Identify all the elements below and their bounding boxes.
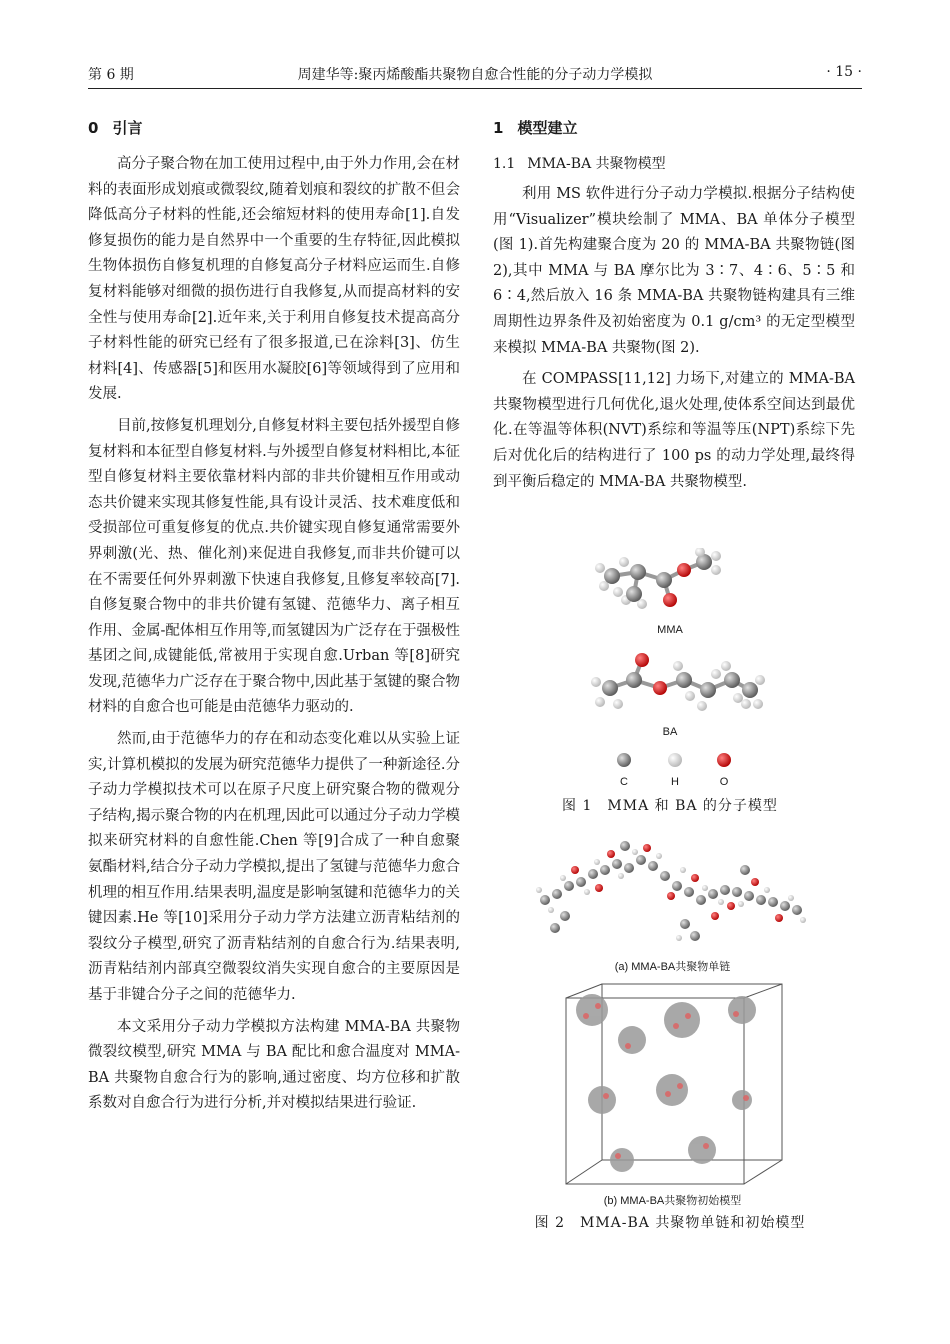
copolymer-single-chain-illustration bbox=[535, 830, 810, 954]
figure-2a-subcaption: (a) MMA-BA共聚物单链 bbox=[614, 961, 731, 973]
hydrogen-atom-legend bbox=[668, 753, 682, 767]
figure-2-caption: 图 2 MMA-BA 共聚物单链和初始模型 bbox=[534, 1215, 806, 1231]
legend-h: H bbox=[671, 776, 679, 788]
subsection-heading: 1.1 MMA-BA 共聚物模型 bbox=[493, 156, 666, 172]
intro-paragraph-3: 然而,由于范德华力的存在和动态变化难以从实验上证实,计算机模拟的发展为研究范德华力提供了一种新途径.分子动力学模拟技术可以在原子尺度上研究聚合物的微观分子结构,揭示聚合物的内在机理,因此可以通过分子动力学模拟来研究材料的自愈性能.Chen 等[9]合成了一种自愈聚氨酯材料,结合分子动力学模拟,提出了氢键与范德华力愈合机理的相互作用.结果表明,温度是影响氢键和范德华力的关键因素.He 等[10]采用分子动力学方法建立沥青粘结剂的裂纹分子模型,研究了沥青粘结剂的自愈合行为.结果表明,沥青粘结剂内部真空微裂纹消失实现自愈合的主要原因是基于非键合分子之间的范德华力. bbox=[88, 731, 460, 1003]
page-number: · 15 · bbox=[826, 64, 862, 80]
left-column bbox=[88, 118, 460, 1123]
intro-paragraph-4: 本文采用分子动力学模拟方法构建 MMA-BA 共聚物微裂纹模型,研究 MMA 与 BA 配比和愈合温度对 MMA-BA 共聚物自愈合行为的影响,通过密度、均方位移和扩散系数对自愈合行为进行分析,并对模拟结果进行验证. bbox=[88, 1018, 460, 1112]
legend-c: C bbox=[620, 776, 628, 788]
header-rule bbox=[88, 88, 862, 89]
figure-1-caption: 图 1 MMA 和 BA 的分子模型 bbox=[562, 798, 778, 814]
section-heading-model: 1 模型建立 bbox=[493, 119, 578, 137]
model-paragraph-2: 在 COMPASS[11,12] 力场下,对建立的 MMA-BA 共聚物模型进行几何优化,退火处理,使体系空间达到最优化.在等温等体积(NVT)系综和等温等压(NPT)系综下先后对优化后的结构进行了 100 ps 的动力学处理,最终得到平衡后稳定的 MMA-BA 共聚物模型. bbox=[493, 371, 855, 490]
figure-1 bbox=[560, 548, 780, 816]
copolymer-initial-model-illustration bbox=[562, 980, 787, 1188]
figure-2a bbox=[535, 830, 810, 954]
running-title: 周建华等:聚丙烯酸酯共聚物自愈合性能的分子动力学模拟 bbox=[297, 67, 653, 83]
oxygen-atom-legend bbox=[717, 753, 731, 767]
carbon-atom-legend bbox=[617, 753, 631, 767]
intro-paragraph-2: 目前,按修复机理划分,自修复材料主要包括外援型自修复材料和本征型自修复材料.与外援型自修复材料相比,本征型自修复材料主要依靠材料内部的非共价键相互作用或动态共价键来实现其修复性能,具有设计灵活、技术难度低和受损部位可重复修复的优点.共价键实现自修复通常需要外界刺激(光、热、催化剂)来促进自我修复,而非共价键可以在不需要任何外界刺激下快速自我修复,且修复率较高[7].自修复聚合物中的非共价键有氢键、范德华力、离子相互作用、金属-配体相互作用等,而氢键因为广泛存在于强极性基团之间,成键能低,常被用于实现自愈.Urban 等[8]研究发现,范德华力广泛存在于聚合物中,因此基于氢键的聚合物材料的自愈合也可能是由范德华力驱动的. bbox=[88, 417, 461, 716]
right-column bbox=[493, 118, 855, 501]
figure-2b-subcaption: (b) MMA-BA共聚物初始模型 bbox=[603, 1195, 742, 1207]
intro-paragraph-1: 高分子聚合物在加工使用过程中,由于外力作用,会在材料的表面形成划痕或微裂纹,随着划痕和裂纹的扩散不但会降低高分子材料的性能,还会缩短材料的使用寿命[1].自发修复损伤的能力是自然界中一个重要的生存特征,因此模拟生物体损伤自修复机理的自修复高分子材料应运而生.自修复材料能够对细微的损伤进行自我修复,从而提高材料的安全性与使用寿命[2].近年来,关于利用自修复技术提高高分子材料性能的研究已经有了很多报道,已在涂料[3]、仿生材料[4]、传感器[5]和医用水凝胶[6]等领域得到了应用和发展. bbox=[88, 156, 460, 403]
figure-2b bbox=[562, 980, 787, 1188]
molecule-models-illustration bbox=[560, 548, 780, 788]
issue-number: 第 6 期 bbox=[88, 67, 134, 83]
legend-o: O bbox=[719, 776, 729, 788]
section-heading-intro: 0 引言 bbox=[88, 119, 143, 137]
model-paragraph-1: 利用 MS 软件进行分子动力学模拟.根据分子结构使用“Visualizer”模块绘制了 MMA、BA 单体分子模型(图 1).首先构建聚合度为 20 的 MMA-BA 共聚物链(图 2),其中 MMA 与 BA 摩尔比为 3∶7、4∶6、5∶5 和 6∶4,然后放入 16 条 MMA-BA 共聚物链构建具有三维周期性边界条件及初始密度为 0.1 g/cm³ 的无定型模型来模拟 MMA-BA 共聚物(图 2). bbox=[493, 186, 855, 356]
mma-label: MMA bbox=[657, 624, 683, 636]
running-header bbox=[88, 64, 862, 86]
ba-label: BA bbox=[662, 726, 678, 738]
